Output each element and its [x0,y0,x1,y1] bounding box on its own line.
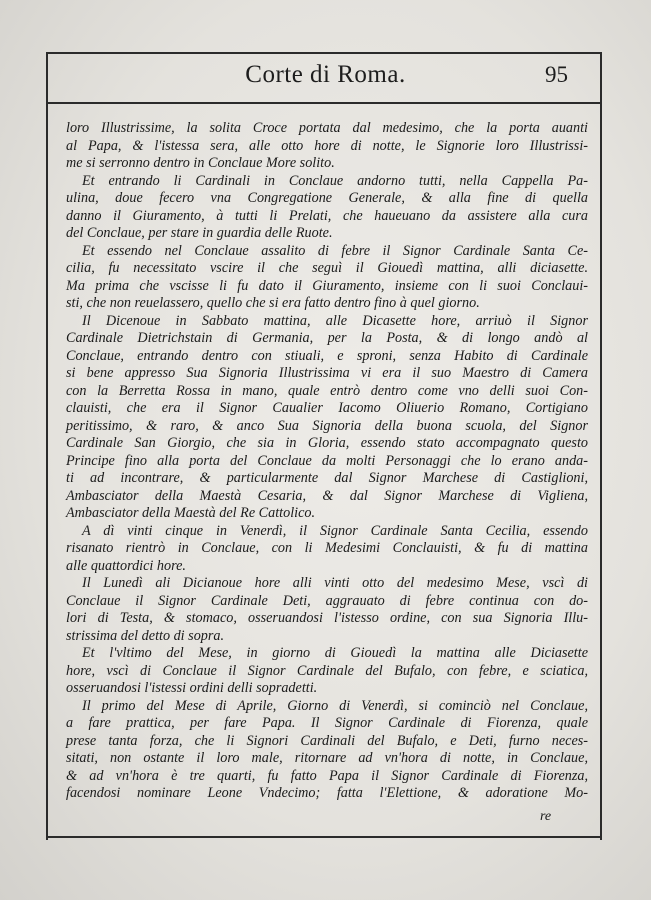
text-line: ulina, doue fecero vna Congregatione Generale, & alla fine di quella [66,190,588,206]
text-line: con la Berretta Rossa in mano, quale entrò dentro come vno delli suoi Con- [66,382,588,399]
body-text [66,120,588,803]
text-line: danno il Giuramento, à tutti li Prelati, che haueuano da assistere alla cura [66,207,588,224]
text-line: osseruandosi l'istessi ordini delli sopradetti. [66,680,318,696]
text-line: del Conclaue, per stare in guardia delle Ruote. [66,225,333,241]
text-line: alle quattordici hore. [66,557,186,574]
text-line: loro Illustrissime, la solita Croce portata dal medesimo, che la porta auanti [66,120,588,136]
text-line: facendosi nominare Leone Vndecimo; fatta l'Elettione, & adoratione Mo- [66,785,588,801]
text-line: Cardinale San Giorgio, che sia in Gloria, essendo stato accompagnato questo [66,435,588,451]
page-number: 95 [545,62,568,87]
text-line: Conclaue il Signor Cardinale Deti, aggrauato di febre continua con do- [66,592,588,609]
text-line: sitati, non ostante il loro male, ritornare ad vn'hora di notte, in Conclaue, [66,750,588,766]
text-line: Ma prima che vscisse li fu dato il Giuramento, insieme con li suoi Conclaui- [66,277,588,294]
header-rule [46,102,601,104]
text-line: cilia, fu necessitato vscire il che seguì il Giouedì mattina, alli diciasette. [66,260,588,276]
text-line: Il primo del Mese di Aprile, Giorno di Venerdì, si cominciò nel Conclaue, [82,697,588,714]
text-line: prese tanta forza, che li Signori Cardinali del Bufalo, e Deti, furno neces- [66,732,588,749]
text-line: hore, vscì di Conclaue il Signor Cardinale del Bufalo, con febre, e sciatica, [66,662,588,679]
footer-rule [46,836,601,838]
running-title: Corte di Roma. [245,61,406,88]
text-line: a fare prattica, per fare Papa. Il Signor Cardinale di Fiorenza, quale [66,715,588,731]
text-line: Ambasciator della Maestà del Re Cattolico. [66,505,316,521]
text-line: Et essendo nel Conclaue assalito di febre il Signor Cardinale Santa Ce- [82,242,588,259]
text-line: Et l'vltimo del Mese, in giorno di Giouedì la mattina alle Diciasette [82,645,588,661]
text-line: A dì vinti cinque in Venerdì, il Signor Cardinale Santa Cecilia, essendo [82,522,588,539]
text-line: Conclaue, entrando dentro con stiuali, e sproni, senza Habito di Cardinale [66,347,588,364]
text-line: risanato rientrò in Conclaue, con li Medesimi Conclauisti, & fu di mattina [66,540,588,556]
text-line: ti ad incontrare, & particularmente dal Signor Marchese di Castiglioni, [66,470,588,486]
text-line: strissima del detto di sopra. [66,627,225,644]
text-line: me si serronno dentro in Conclaue More solito. [66,155,335,171]
text-line: sti, che non reuelassero, quello che si era fatto dentro fino à quel giorno. [66,295,480,311]
text-line: si bene appresso Sua Signoria Illustrissima vi era il suo Maestro di Camera [66,365,588,381]
text-line: Cardinale Dietrichstain di Germania, per la Posta, & di longo andò al [66,330,588,346]
text-line: clauisti, che era il Signor Caualier Iacomo Oliuerio Romano, Cortigiano [66,400,588,416]
text-line: peritissimo, & raro, & anco Sua Signoria della buona scuola, del Signor [66,417,588,434]
text-line: Il Dicenoue in Sabbato mattina, alle Dicasette hore, arriuò il Signor [82,312,588,329]
text-line: Ambasciator della Maestà Cesaria, & dal Signor Marchese di Vigliena, [66,487,588,504]
text-line: Principe fino alla porta del Conclaue da molti Personaggi che lo erano anda- [66,452,588,469]
text-line: Et entrando li Cardinali in Conclaue andorno tutti, nella Cappella Pa- [82,172,588,189]
text-line: Il Lunedì ali Dicianoue hore alli vinti otto del medesimo Mese, vscì di [82,575,588,591]
text-line: & ad vn'hora è tre quarti, fu fatto Papa il Signor Cardinale di Fiorenza, [66,767,588,784]
catchword: re [540,809,552,824]
text-line: al Papa, & l'istessa sera, alle otto hore di notte, le Signorie loro Illustrissi- [66,137,588,154]
text-line: lori di Testa, & stomaco, osseruandosi l'istesso ordine, con sua Signoria Illu- [66,610,588,626]
